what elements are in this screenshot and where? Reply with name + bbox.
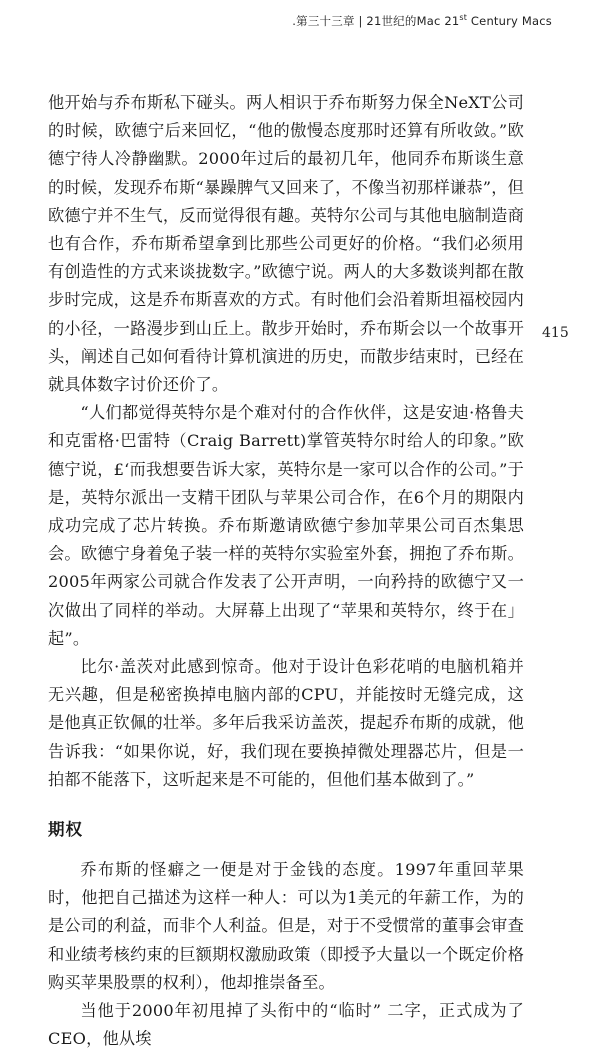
paragraph: 他开始与乔布斯私下碰头。两人相识于乔布斯努力保全NeXT公司的时候，欧德宁后来回忆，“他的傲慢态度那时还算有所收敛。”欧德宁待人冷静幽默。2000年过后的最初几年，他同乔布斯谈生意的时候，发现乔布斯“暴躁脾气又回来了，不像当初那样谦恭”，但欧德宁并不生气，反而觉得很有趣。英特尔公司与其他电脑制造商也有合作，乔布斯希望拿到比那些公司更好的价格。“我们必须用有创造性的方式来谈拢数字。”欧德宁说。两人的大多数谈判都在散步时完成，这是乔布斯喜欢的方式。有时他们会沿着斯坦福校园内的小径，一路漫步到山丘上。散步开始时，乔布斯会以一个故事开头，阐述自己如何看待计算机演进的历史，而散步结束时，已经在就具体数字讨价还价了。	[48, 93, 524, 395]
paragraph: 乔布斯的怪癖之一便是对于金钱的态度。1997年重回苹果时，他把自己描述为这样一种人：可以为1美元的年薪工作，为的是公司的利益，而非个人利益。但是，对于不受惯常的董事会审查和业绩考核约束的巨额期权激励政策（即授予大量以一个既定价格购买苹果股票的权利），他却推崇备至。	[48, 860, 524, 992]
running-header	[292, 13, 552, 29]
running-header-text-end: Century Macs	[467, 14, 552, 28]
running-header-text: .第三十三章 | 21世纪的Mac 21	[292, 14, 460, 28]
paragraph: 当他于2000年初甩掉了头衔中的“临时” 二字，正式成为了CEO，他从埃	[48, 1001, 524, 1049]
running-header-superscript: st	[459, 13, 468, 23]
page-body	[48, 89, 524, 1054]
paragraph: 比尔·盖茨对此感到惊奇。他对于设计色彩花哨的电脑机箱并无兴趣，但是秘密换掉电脑内部的CPU，并能按时无缝完成，这是他真正钦佩的壮举。多年后我采访盖茨，提起乔布斯的成就，他告诉我：“如果你说，好，我们现在要换掉微处理器芯片，但是一拍都不能落下，这听起来是不可能的，但他们基本做到了。”	[48, 657, 524, 789]
paragraph: “人们都觉得英特尔是个难对付的合作伙伴，这是安迪·格鲁夫和克雷格·巴雷特（Craig Barrett)掌管英特尔时给人的印象。”欧德宁说，£‘而我想要告诉大家，英特尔是一家可以合作的公司。”于是，英特尔派出一支精干团队与苹果公司合作，在6个月的期限内成功完成了芯片转换。乔布斯邀请欧德宁参加苹果公司百杰集思会。欧德宁身着兔子装一样的英特尔实验室外套，拥抱了乔布斯。2005年两家公司就合作发表了公开声明，一向矜持的欧德宁又一次做出了同样的举动。大屏幕上出现了“苹果和英特尔，终于在」起”。	[48, 403, 524, 648]
page-number: 415	[542, 325, 569, 341]
section-heading: 期权	[48, 820, 83, 840]
